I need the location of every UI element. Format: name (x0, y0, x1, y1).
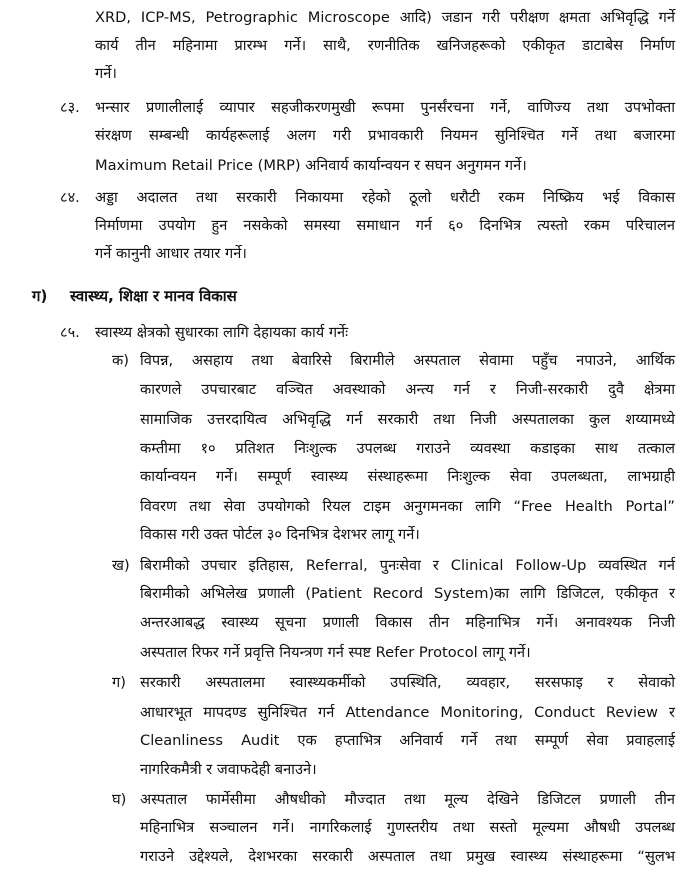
text-line: कार्य तीन महिनामा प्रारम्भ गर्ने। साथै, रणनीतिक खनिजहरूको एकीकृत डाटाबेस निर्माण (95, 37, 675, 54)
paragraph-intro: स्वास्थ्य क्षेत्रको सुधारका लागि देहायका कार्य गर्नेः (95, 324, 349, 341)
text-line: सरकारी अस्पतालमा स्वास्थ्यकर्मीको उपस्थिति, व्यवहार, सरसफाइ र सेवाको (140, 674, 675, 691)
text-line: बिरामीको अभिलेख प्रणाली (Patient Record System)का लागि डिजिटल, एकीकृत र (140, 585, 675, 602)
text-line: सामाजिक उत्तरदायित्व अभिवृद्धि गर्न सरकारी तथा निजी अस्पतालका कुल शय्यामध्ये (140, 411, 675, 428)
paragraph-number: ८३. (60, 99, 80, 116)
text-line: अड्डा अदालत तथा सरकारी निकायमा रहेको ठूलो धरौटी रकम निष्क्रिय भई विकास (95, 189, 675, 206)
text-line: विपन्न, असहाय तथा बेवारिसे बिरामीले अस्पताल सेवामा पहुँच नपाउने, आर्थिक (140, 352, 675, 369)
section-marker: ग) (32, 287, 48, 305)
text-line: नागरिकमैत्री र जवाफदेही बनाउने। (140, 761, 317, 778)
sub-item-marker: घ) (112, 791, 127, 808)
text-line: गर्ने कानुनी आधार तयार गर्ने। (95, 245, 247, 262)
text-line: विवरण तथा सेवा उपयोगको रियल टाइम अनुगमनका लागि “Free Health Portal” (140, 498, 675, 515)
text-line: महिनाभित्र सञ्चालन गर्ने। नागरिकलाई गुणस्तरीय तथा सस्तो मूल्यमा औषधी उपलब्ध (140, 819, 675, 836)
text-line: बिरामीको उपचार इतिहास, Referral, पुनःसेवा र Clinical Follow-Up व्यवस्थित गर्न (140, 557, 675, 574)
sub-item-marker: क) (112, 352, 129, 369)
text-line: कारणले उपचारबाट वञ्चित अवस्थाको अन्त्य गर्न र निजी-सरकारी दुवै क्षेत्रमा (140, 381, 675, 398)
sub-item-marker: ख) (112, 557, 130, 574)
paragraph-number: ८४. (60, 189, 80, 206)
text-line: आधारभूत मापदण्ड सुनिश्चित गर्न Attendance Monitoring, Conduct Review र (140, 704, 675, 721)
text-line: गर्ने। (95, 65, 117, 82)
text-line: विकास गरी उक्त पोर्टल ३० दिनभित्र देशभर लागू गर्ने। (140, 526, 420, 543)
text-line: XRD, ICP-MS, Petrographic Microscope आदि) जडान गरी परीक्षण क्षमता अभिवृद्धि गर्ने (95, 9, 675, 26)
text-line: भन्सार प्रणालीलाई व्यापार सहजीकरणमुखी रूपमा पुनर्संरचना गर्ने, वाणिज्य तथा उपभोक्ता (95, 99, 675, 116)
section-title: स्वास्थ्य, शिक्षा र मानव विकास (70, 287, 237, 305)
sub-item-marker: ग) (112, 674, 126, 691)
text-line: निर्माणमा उपयोग हुन नसकेको समस्या समाधान गर्न ६० दिनभित्र त्यस्तो रकम परिचालन (95, 217, 675, 234)
paragraph-number: ८५. (60, 324, 80, 341)
text-line: अस्पताल फार्मेसीमा औषधीको मौज्दात तथा मूल्य देखिने डिजिटल प्रणाली तीन (140, 791, 675, 808)
text-line: अन्तरआबद्ध स्वास्थ्य सूचना प्रणाली विकास तीन महिनाभित्र गर्ने। अनावश्यक निजी (140, 614, 675, 631)
text-line: संरक्षण सम्बन्धी कार्यहरूलाई अलग गरी प्रभावकारी नियमन सुनिश्चित गर्ने तथा बजारमा (95, 127, 675, 144)
text-line: Cleanliness Audit एक हप्ताभित्र अनिवार्य गर्ने तथा सम्पूर्ण सेवा प्रवाहलाई (140, 732, 675, 749)
text-line: गराउने उद्देश्यले, देशभरका सरकारी अस्पताल तथा प्रमुख स्वास्थ्य संस्थाहरूमा “सुलभ (140, 848, 675, 865)
text-line: अस्पताल रिफर गर्ने प्रवृत्ति नियन्त्रण गर्न स्पष्ट Refer Protocol लागू गर्ने। (140, 644, 531, 661)
text-line: कार्यान्वयन गर्ने। सम्पूर्ण स्वास्थ्य संस्थाहरूमा निःशुल्क सेवा उपलब्धता, लाभग्राही (140, 468, 675, 485)
text-line: Maximum Retail Price (MRP) अनिवार्य कार्यान्वयन र सघन अनुगमन गर्ने। (95, 157, 527, 174)
text-line: कम्तीमा १० प्रतिशत निःशुल्क उपलब्ध गराउने व्यवस्था कडाइका साथ तत्काल (140, 440, 675, 457)
